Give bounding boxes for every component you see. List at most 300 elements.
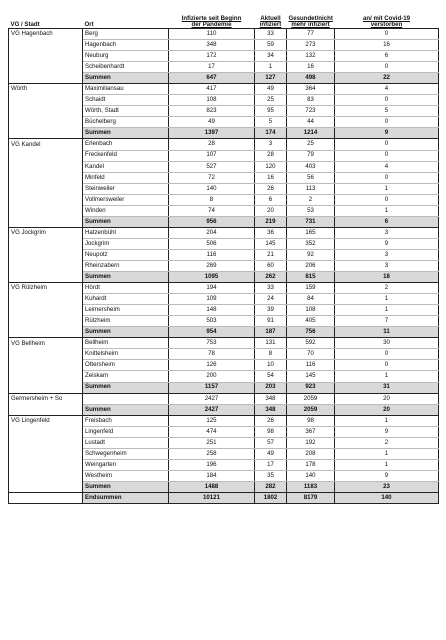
cell-vg bbox=[9, 183, 83, 194]
table-row bbox=[9, 150, 439, 161]
cell-verstorben: 1 bbox=[335, 448, 439, 459]
cell-verstorben: 20 bbox=[335, 404, 439, 415]
cell-verstorben: 11 bbox=[335, 327, 439, 338]
cell-infiziert: 503 bbox=[169, 316, 255, 327]
cell-aktuell: 348 bbox=[255, 404, 287, 415]
cell-infiziert: 200 bbox=[169, 371, 255, 382]
cell-vg bbox=[9, 51, 83, 62]
cell-infiziert: 72 bbox=[169, 172, 255, 183]
cell-infiziert: 417 bbox=[169, 84, 255, 95]
cell-vg bbox=[9, 249, 83, 260]
header-verstorben bbox=[335, 8, 439, 29]
cell-aktuell: 34 bbox=[255, 51, 287, 62]
cell-aktuell: 174 bbox=[255, 128, 287, 139]
cell-infiziert: 148 bbox=[169, 305, 255, 316]
cell-infiziert: 196 bbox=[169, 459, 255, 470]
table-row bbox=[9, 161, 439, 172]
cell-gesundet: 79 bbox=[287, 150, 335, 161]
cell-ort: Rheinzabern bbox=[83, 260, 169, 271]
cell-infiziert: 110 bbox=[169, 29, 255, 40]
cell-aktuell: 145 bbox=[255, 238, 287, 249]
cell-vg: VG Lingenfeld bbox=[9, 415, 83, 426]
cell-infiziert: 474 bbox=[169, 426, 255, 437]
cell-infiziert: 956 bbox=[169, 216, 255, 227]
cell-gesundet: 178 bbox=[287, 459, 335, 470]
cell-ort: Lustadt bbox=[83, 437, 169, 448]
cell-gesundet: 84 bbox=[287, 294, 335, 305]
cell-infiziert: 348 bbox=[169, 40, 255, 51]
table-row bbox=[9, 260, 439, 271]
cell-gesundet: 923 bbox=[287, 382, 335, 393]
cell-vg bbox=[9, 426, 83, 437]
cell-verstorben: 1 bbox=[335, 305, 439, 316]
cell-infiziert: 753 bbox=[169, 338, 255, 349]
cell-verstorben: 6 bbox=[335, 51, 439, 62]
cell-ort: Schwegenheim bbox=[83, 448, 169, 459]
cell-aktuell: 127 bbox=[255, 73, 287, 84]
cell-gesundet: 273 bbox=[287, 40, 335, 51]
cell-ort: Leimersheim bbox=[83, 305, 169, 316]
cell-gesundet: 2059 bbox=[287, 393, 335, 404]
cell-gesundet: 2 bbox=[287, 194, 335, 205]
sum-row bbox=[9, 128, 439, 139]
table-row bbox=[9, 205, 439, 216]
cell-vg bbox=[9, 459, 83, 470]
cell-infiziert: 2427 bbox=[169, 404, 255, 415]
cell-ort bbox=[83, 393, 169, 404]
cell-aktuell: 60 bbox=[255, 260, 287, 271]
table-row bbox=[9, 172, 439, 183]
cell-gesundet: 165 bbox=[287, 227, 335, 238]
cell-aktuell: 57 bbox=[255, 437, 287, 448]
sum-row bbox=[9, 327, 439, 338]
cell-vg bbox=[9, 492, 83, 503]
cell-ort: Winden bbox=[83, 205, 169, 216]
cell-verstorben: 7 bbox=[335, 316, 439, 327]
cell-gesundet: 44 bbox=[287, 117, 335, 128]
cell-verstorben: 2 bbox=[335, 283, 439, 294]
cell-gesundet: 498 bbox=[287, 73, 335, 84]
table-row bbox=[9, 338, 439, 349]
cell-aktuell: 95 bbox=[255, 106, 287, 117]
cell-vg bbox=[9, 437, 83, 448]
header-vg: VG / Stadt bbox=[9, 8, 83, 29]
table-row bbox=[9, 448, 439, 459]
cell-ort: Freisbach bbox=[83, 415, 169, 426]
cell-aktuell: 16 bbox=[255, 172, 287, 183]
cell-ort: Bellheim bbox=[83, 338, 169, 349]
cell-verstorben: 0 bbox=[335, 139, 439, 150]
cell-sum-label: Summen bbox=[83, 382, 169, 393]
cell-infiziert: 10121 bbox=[169, 492, 255, 503]
cell-verstorben: 1 bbox=[335, 183, 439, 194]
sum-row bbox=[9, 216, 439, 227]
cell-ort: Büchelberg bbox=[83, 117, 169, 128]
table-header bbox=[9, 8, 439, 29]
cell-aktuell: 49 bbox=[255, 448, 287, 459]
cell-ort: Weingarten bbox=[83, 459, 169, 470]
cell-vg bbox=[9, 470, 83, 481]
cell-vg bbox=[9, 272, 83, 283]
cell-vg: VG Jockgrim bbox=[9, 227, 83, 238]
cell-verstorben: 4 bbox=[335, 161, 439, 172]
sum-row bbox=[9, 404, 439, 415]
cell-aktuell: 10 bbox=[255, 360, 287, 371]
cell-infiziert: 251 bbox=[169, 437, 255, 448]
cell-infiziert: 269 bbox=[169, 260, 255, 271]
header-infiziert-line2: der Pandemie bbox=[191, 20, 232, 28]
cell-vg bbox=[9, 327, 83, 338]
cell-vg bbox=[9, 117, 83, 128]
cell-vg bbox=[9, 382, 83, 393]
cell-infiziert: 506 bbox=[169, 238, 255, 249]
cell-gesundet: 25 bbox=[287, 139, 335, 150]
cell-gesundet: 159 bbox=[287, 283, 335, 294]
cell-infiziert: 204 bbox=[169, 227, 255, 238]
cell-gesundet: 403 bbox=[287, 161, 335, 172]
cell-aktuell: 282 bbox=[255, 481, 287, 492]
cell-vg bbox=[9, 481, 83, 492]
cell-sum-label: Summen bbox=[83, 73, 169, 84]
cell-verstorben: 1 bbox=[335, 294, 439, 305]
header-aktuell bbox=[255, 8, 287, 29]
cell-infiziert: 108 bbox=[169, 95, 255, 106]
cell-ort: Knittelsheim bbox=[83, 349, 169, 360]
cell-gesundet: 98 bbox=[287, 415, 335, 426]
table-row bbox=[9, 437, 439, 448]
cell-ort: Hördt bbox=[83, 283, 169, 294]
header-infiziert bbox=[169, 8, 255, 29]
cell-ort: Hagenbach bbox=[83, 40, 169, 51]
cell-gesundet: 8179 bbox=[287, 492, 335, 503]
cell-verstorben: 1 bbox=[335, 459, 439, 470]
header-aktuell-line1: Aktuell bbox=[260, 14, 281, 22]
cell-infiziert: 107 bbox=[169, 150, 255, 161]
cell-aktuell: 26 bbox=[255, 183, 287, 194]
cell-gesundet: 756 bbox=[287, 327, 335, 338]
header-infiziert-line1: Infizierte seit Beginn bbox=[181, 14, 242, 22]
cell-aktuell: 219 bbox=[255, 216, 287, 227]
table-row bbox=[9, 40, 439, 51]
cell-aktuell: 262 bbox=[255, 272, 287, 283]
cell-sum-label: Summen bbox=[83, 481, 169, 492]
cell-infiziert: 647 bbox=[169, 73, 255, 84]
cell-sum-label: Summen bbox=[83, 327, 169, 338]
cell-sum-label: Summen bbox=[83, 404, 169, 415]
cell-aktuell: 131 bbox=[255, 338, 287, 349]
cell-verstorben: 16 bbox=[335, 40, 439, 51]
cell-ort: Steinweiler bbox=[83, 183, 169, 194]
cell-verstorben: 1 bbox=[335, 371, 439, 382]
cell-aktuell: 98 bbox=[255, 426, 287, 437]
cell-vg bbox=[9, 128, 83, 139]
cell-verstorben: 6 bbox=[335, 216, 439, 227]
cell-gesundet: 364 bbox=[287, 84, 335, 95]
table-row bbox=[9, 360, 439, 371]
cell-aktuell: 24 bbox=[255, 294, 287, 305]
cell-infiziert: 823 bbox=[169, 106, 255, 117]
cell-verstorben: 2 bbox=[335, 437, 439, 448]
cell-ort: Ottersheim bbox=[83, 360, 169, 371]
cell-aktuell: 203 bbox=[255, 382, 287, 393]
total-row bbox=[9, 492, 439, 503]
table-row bbox=[9, 294, 439, 305]
cell-aktuell: 26 bbox=[255, 415, 287, 426]
cell-infiziert: 125 bbox=[169, 415, 255, 426]
table-row bbox=[9, 84, 439, 95]
cell-infiziert: 126 bbox=[169, 360, 255, 371]
cell-aktuell: 36 bbox=[255, 227, 287, 238]
table-row bbox=[9, 305, 439, 316]
cell-gesundet: 723 bbox=[287, 106, 335, 117]
cell-gesundet: 140 bbox=[287, 470, 335, 481]
cell-gesundet: 815 bbox=[287, 272, 335, 283]
cell-verstorben: 3 bbox=[335, 260, 439, 271]
sum-row bbox=[9, 272, 439, 283]
cell-gesundet: 352 bbox=[287, 238, 335, 249]
cell-verstorben: 140 bbox=[335, 492, 439, 503]
cell-aktuell: 348 bbox=[255, 393, 287, 404]
cell-vg bbox=[9, 216, 83, 227]
cell-vg bbox=[9, 448, 83, 459]
cell-infiziert: 116 bbox=[169, 249, 255, 260]
cell-gesundet: 132 bbox=[287, 51, 335, 62]
cell-vg bbox=[9, 40, 83, 51]
cell-aktuell: 33 bbox=[255, 29, 287, 40]
cell-aktuell: 6 bbox=[255, 194, 287, 205]
cell-ort: Hatzenbühl bbox=[83, 227, 169, 238]
table-row bbox=[9, 393, 439, 404]
table-row bbox=[9, 183, 439, 194]
cell-total-label: Endsummen bbox=[83, 492, 169, 503]
cell-sum-label: Summen bbox=[83, 128, 169, 139]
cell-sum-label: Summen bbox=[83, 216, 169, 227]
cell-infiziert: 28 bbox=[169, 139, 255, 150]
cell-verstorben: 0 bbox=[335, 95, 439, 106]
table-row bbox=[9, 117, 439, 128]
cell-vg: VG Hagenbach bbox=[9, 29, 83, 40]
table-row bbox=[9, 139, 439, 150]
cell-infiziert: 258 bbox=[169, 448, 255, 459]
cell-gesundet: 83 bbox=[287, 95, 335, 106]
cell-aktuell: 187 bbox=[255, 327, 287, 338]
covid-table bbox=[8, 8, 439, 504]
cell-aktuell: 5 bbox=[255, 117, 287, 128]
cell-aktuell: 120 bbox=[255, 161, 287, 172]
cell-ort: Wörth, Stadt bbox=[83, 106, 169, 117]
cell-aktuell: 28 bbox=[255, 150, 287, 161]
table-row bbox=[9, 227, 439, 238]
cell-aktuell: 35 bbox=[255, 470, 287, 481]
cell-vg: VG Rülzheim bbox=[9, 283, 83, 294]
table-row bbox=[9, 349, 439, 360]
cell-gesundet: 113 bbox=[287, 183, 335, 194]
cell-gesundet: 405 bbox=[287, 316, 335, 327]
cell-gesundet: 108 bbox=[287, 305, 335, 316]
cell-infiziert: 954 bbox=[169, 327, 255, 338]
cell-vg bbox=[9, 106, 83, 117]
cell-ort: Kuhardt bbox=[83, 294, 169, 305]
cell-vg bbox=[9, 316, 83, 327]
cell-infiziert: 184 bbox=[169, 470, 255, 481]
cell-ort: Minfeld bbox=[83, 172, 169, 183]
cell-gesundet: 367 bbox=[287, 426, 335, 437]
cell-aktuell: 20 bbox=[255, 205, 287, 216]
cell-verstorben: 0 bbox=[335, 172, 439, 183]
table-row bbox=[9, 194, 439, 205]
cell-infiziert: 527 bbox=[169, 161, 255, 172]
cell-vg bbox=[9, 172, 83, 183]
cell-verstorben: 0 bbox=[335, 194, 439, 205]
cell-vg bbox=[9, 62, 83, 73]
cell-verstorben: 23 bbox=[335, 481, 439, 492]
table-row bbox=[9, 238, 439, 249]
cell-infiziert: 140 bbox=[169, 183, 255, 194]
cell-aktuell: 17 bbox=[255, 459, 287, 470]
cell-verstorben: 0 bbox=[335, 117, 439, 128]
table-row bbox=[9, 62, 439, 73]
cell-verstorben: 30 bbox=[335, 338, 439, 349]
cell-ort: Erlenbach bbox=[83, 139, 169, 150]
cell-verstorben: 3 bbox=[335, 227, 439, 238]
header-gesundet-line1: Gesundet/nicht bbox=[288, 14, 333, 22]
cell-vg: Wörth bbox=[9, 84, 83, 95]
cell-vg bbox=[9, 404, 83, 415]
table-body bbox=[9, 29, 439, 504]
cell-vg bbox=[9, 260, 83, 271]
cell-ort: Westheim bbox=[83, 470, 169, 481]
cell-verstorben: 1 bbox=[335, 205, 439, 216]
header-aktuell-line2: infiziert bbox=[259, 20, 282, 28]
cell-gesundet: 2059 bbox=[287, 404, 335, 415]
cell-vg bbox=[9, 194, 83, 205]
cell-verstorben: 18 bbox=[335, 272, 439, 283]
cell-vg: VG Bellheim bbox=[9, 338, 83, 349]
cell-gesundet: 192 bbox=[287, 437, 335, 448]
cell-verstorben: 0 bbox=[335, 62, 439, 73]
cell-aktuell: 33 bbox=[255, 283, 287, 294]
cell-infiziert: 109 bbox=[169, 294, 255, 305]
cell-ort: Berg bbox=[83, 29, 169, 40]
cell-verstorben: 1 bbox=[335, 415, 439, 426]
cell-vg bbox=[9, 150, 83, 161]
cell-gesundet: 70 bbox=[287, 349, 335, 360]
cell-infiziert: 194 bbox=[169, 283, 255, 294]
cell-aktuell: 49 bbox=[255, 84, 287, 95]
cell-ort: Kandel bbox=[83, 161, 169, 172]
cell-infiziert: 1397 bbox=[169, 128, 255, 139]
cell-ort: Zeiskam bbox=[83, 371, 169, 382]
cell-vg bbox=[9, 95, 83, 106]
cell-gesundet: 16 bbox=[287, 62, 335, 73]
cell-aktuell: 3 bbox=[255, 139, 287, 150]
cell-aktuell: 1802 bbox=[255, 492, 287, 503]
cell-infiziert: 8 bbox=[169, 194, 255, 205]
sum-row bbox=[9, 73, 439, 84]
cell-infiziert: 74 bbox=[169, 205, 255, 216]
sum-row bbox=[9, 481, 439, 492]
cell-verstorben: 0 bbox=[335, 29, 439, 40]
cell-verstorben: 0 bbox=[335, 150, 439, 161]
cell-ort: Lingenfeld bbox=[83, 426, 169, 437]
table-row bbox=[9, 415, 439, 426]
header-gesundet-line2: mehr infiziert bbox=[291, 20, 330, 28]
cell-gesundet: 592 bbox=[287, 338, 335, 349]
cell-gesundet: 116 bbox=[287, 360, 335, 371]
cell-ort: Freckenfeld bbox=[83, 150, 169, 161]
header-ort: Ort bbox=[83, 8, 169, 29]
cell-aktuell: 39 bbox=[255, 305, 287, 316]
cell-gesundet: 56 bbox=[287, 172, 335, 183]
cell-verstorben: 9 bbox=[335, 470, 439, 481]
cell-verstorben: 5 bbox=[335, 106, 439, 117]
table-row bbox=[9, 316, 439, 327]
cell-aktuell: 8 bbox=[255, 349, 287, 360]
cell-vg: VG Kandel bbox=[9, 139, 83, 150]
table-row bbox=[9, 459, 439, 470]
cell-gesundet: 145 bbox=[287, 371, 335, 382]
table-row bbox=[9, 106, 439, 117]
cell-vg bbox=[9, 205, 83, 216]
cell-aktuell: 25 bbox=[255, 95, 287, 106]
cell-ort: Vollmersweiler bbox=[83, 194, 169, 205]
table-row bbox=[9, 283, 439, 294]
cell-aktuell: 21 bbox=[255, 249, 287, 260]
sum-row bbox=[9, 382, 439, 393]
cell-vg bbox=[9, 294, 83, 305]
cell-ort: Scheibenhardt bbox=[83, 62, 169, 73]
cell-verstorben: 4 bbox=[335, 84, 439, 95]
cell-vg: Germersheim + So bbox=[9, 393, 83, 404]
cell-infiziert: 1488 bbox=[169, 481, 255, 492]
header-verstorben-line2: verstorben bbox=[370, 20, 403, 28]
cell-vg bbox=[9, 360, 83, 371]
cell-verstorben: 9 bbox=[335, 128, 439, 139]
cell-infiziert: 2427 bbox=[169, 393, 255, 404]
cell-gesundet: 206 bbox=[287, 260, 335, 271]
table-row bbox=[9, 371, 439, 382]
cell-infiziert: 17 bbox=[169, 62, 255, 73]
cell-vg bbox=[9, 371, 83, 382]
table-row bbox=[9, 51, 439, 62]
cell-sum-label: Summen bbox=[83, 272, 169, 283]
covid-statistics-sheet bbox=[8, 8, 438, 504]
table-row bbox=[9, 29, 439, 40]
cell-gesundet: 1214 bbox=[287, 128, 335, 139]
cell-gesundet: 92 bbox=[287, 249, 335, 260]
cell-infiziert: 49 bbox=[169, 117, 255, 128]
cell-ort: Neupotz bbox=[83, 249, 169, 260]
cell-verstorben: 22 bbox=[335, 73, 439, 84]
cell-gesundet: 208 bbox=[287, 448, 335, 459]
cell-vg bbox=[9, 349, 83, 360]
cell-infiziert: 1095 bbox=[169, 272, 255, 283]
cell-gesundet: 1183 bbox=[287, 481, 335, 492]
cell-verstorben: 9 bbox=[335, 426, 439, 437]
table-row bbox=[9, 95, 439, 106]
cell-verstorben: 0 bbox=[335, 360, 439, 371]
cell-verstorben: 3 bbox=[335, 249, 439, 260]
cell-vg bbox=[9, 238, 83, 249]
cell-aktuell: 1 bbox=[255, 62, 287, 73]
cell-gesundet: 731 bbox=[287, 216, 335, 227]
table-row bbox=[9, 249, 439, 260]
cell-ort: Jockgrim bbox=[83, 238, 169, 249]
cell-infiziert: 172 bbox=[169, 51, 255, 62]
cell-verstorben: 20 bbox=[335, 393, 439, 404]
table-row bbox=[9, 470, 439, 481]
table-row bbox=[9, 426, 439, 437]
